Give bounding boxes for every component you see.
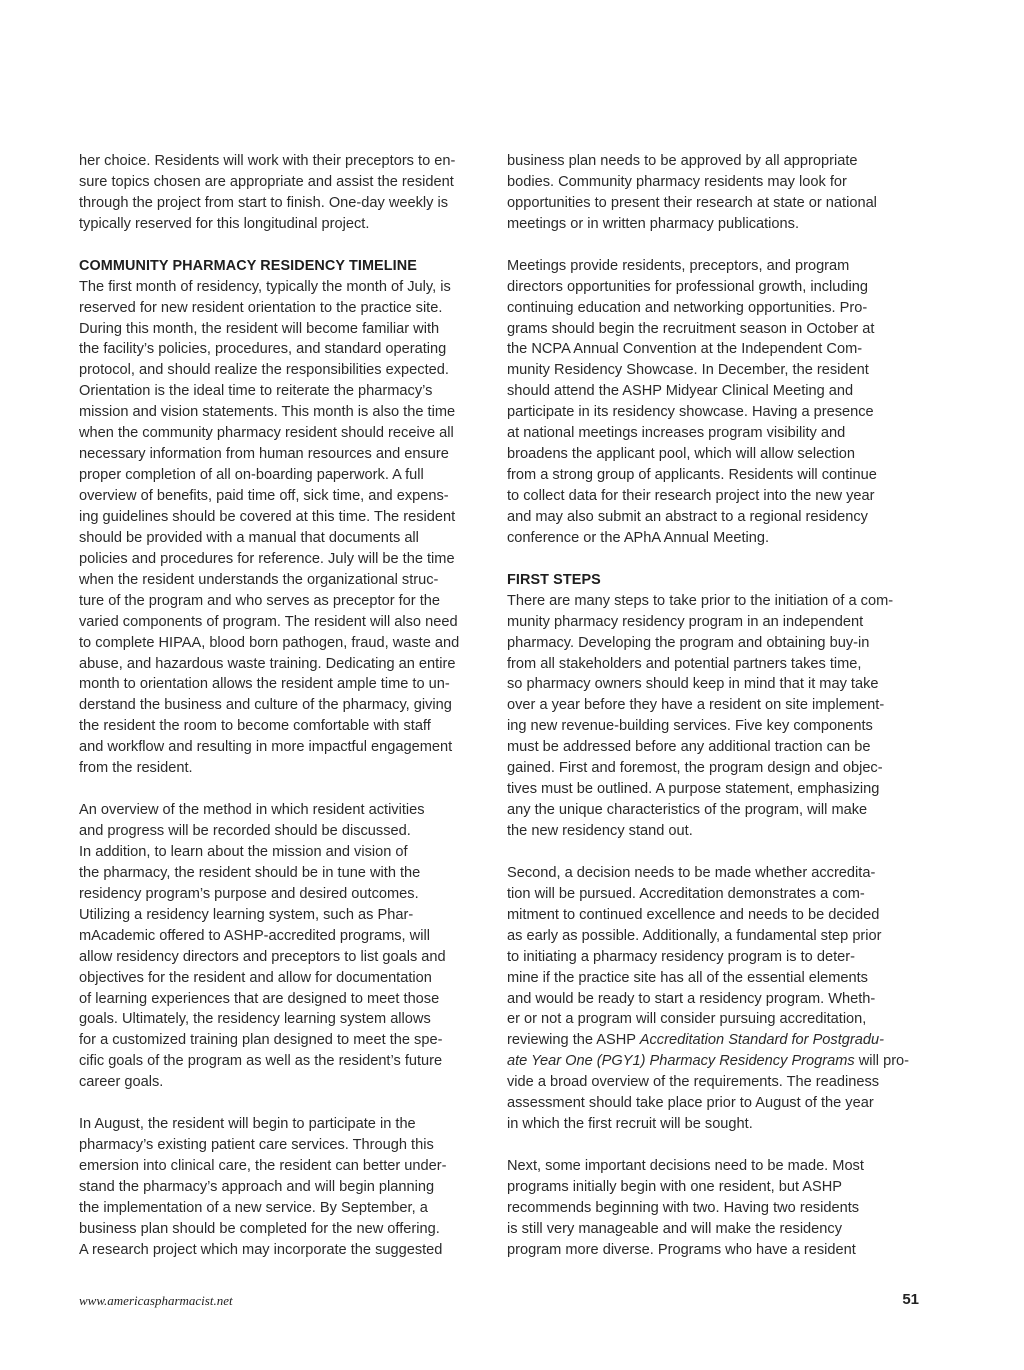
text-line: and would be ready to start a residency program. Wheth- xyxy=(507,990,876,1007)
left-column xyxy=(79,151,489,1261)
text-line: business plan should be completed for the new offering. xyxy=(79,1220,440,1237)
paragraph-gap xyxy=(507,235,919,256)
text-line: continuing education and networking opportunities. Pro- xyxy=(507,299,868,316)
text-line: proper completion of all on-boarding paperwork. A full xyxy=(79,467,424,484)
text-line: business plan needs to be approved by all appropriate xyxy=(507,153,858,169)
text-line: the implementation of a new service. By September, a xyxy=(79,1199,428,1216)
text-line: In addition, to learn about the mission and vision of xyxy=(79,843,408,860)
heading-first-steps: FIRST STEPS xyxy=(507,571,601,588)
left-paragraph-3 xyxy=(79,800,489,1093)
text-line: munity Residency Showcase. In December, the resident xyxy=(507,362,869,379)
citation-title: Accreditation Standard for Postgradu- xyxy=(639,1032,884,1049)
text-line: necessary information from human resources and ensure xyxy=(79,446,449,463)
text-line: career goals. xyxy=(79,1074,164,1091)
text-line: over a year before they have a resident on site implement- xyxy=(507,697,885,714)
text-line: bodies. Community pharmacy residents may look for xyxy=(507,173,847,190)
text-line: assessment should take place prior to August of the year xyxy=(507,1095,874,1112)
text-line: broadens the applicant pool, which will allow selection xyxy=(507,446,856,463)
text-line: typically reserved for this longitudinal project. xyxy=(79,215,370,232)
footer-website-url: www.americaspharmacist.net xyxy=(79,1293,233,1308)
right-paragraph-4-end xyxy=(507,1072,919,1135)
text-line: participate in its residency showcase. Having a presence xyxy=(507,404,874,421)
text-line: directors opportunities for professional growth, including xyxy=(507,278,868,295)
text-line: er or not a program will consider pursuing accreditation, xyxy=(507,1011,867,1028)
text-line: in which the first recruit will be sought. xyxy=(507,1116,753,1133)
text-line: Utilizing a residency learning system, such as Phar- xyxy=(79,906,414,923)
text-line: objectives for the resident and allow for documentation xyxy=(79,969,432,986)
text-line: recommends beginning with two. Having two residents xyxy=(507,1199,860,1216)
text-line: residency program’s purpose and desired outcomes. xyxy=(79,885,419,902)
text-line: ate Year One (PGY1) Pharmacy Residency Programs will pro- xyxy=(507,1053,910,1070)
text-line: tion will be pursued. Accreditation demonstrates a com- xyxy=(507,885,865,902)
text-line: the NCPA Annual Convention at the Independent Com- xyxy=(507,341,863,358)
right-paragraph-1 xyxy=(507,151,919,235)
text-line: for a customized training plan designed to meet the spe- xyxy=(79,1032,443,1049)
text-line: any the unique characteristics of the program, will make xyxy=(507,802,868,819)
left-paragraph-2 xyxy=(79,277,489,780)
text-line: ing new revenue-building services. Five key components xyxy=(507,718,873,735)
text-line: mAcademic offered to ASHP-accredited programs, will xyxy=(79,927,430,944)
text-line: There are many steps to take prior to the initiation of a com- xyxy=(507,592,894,609)
text-line: to collect data for their research project into the new year xyxy=(507,488,875,504)
page-number: 51 xyxy=(902,1291,919,1308)
text-line: cific goals of the program as well as the resident’s future xyxy=(79,1053,443,1070)
paragraph-gap xyxy=(79,1093,489,1114)
text-line: ing guidelines should be covered at this time. The resident xyxy=(79,508,456,525)
paragraph-gap xyxy=(507,1135,919,1156)
text-line: abuse, and hazardous waste training. Dedicating an entire xyxy=(79,655,456,672)
text-line: and may also submit an abstract to a regional residency xyxy=(507,508,868,525)
right-paragraph-4-start xyxy=(507,863,919,1031)
text-line: from all stakeholders and potential partners takes time, xyxy=(507,655,862,672)
text-line: gained. First and foremost, the program design and objec- xyxy=(507,760,883,777)
text-line: emersion into clinical care, the resident can better under- xyxy=(79,1158,447,1174)
text-line: the new residency stand out. xyxy=(507,823,693,839)
text-line: of learning experiences that are designed to meet those xyxy=(79,990,440,1007)
text-line: so pharmacy owners should keep in mind that it may take xyxy=(507,676,879,693)
text-line: the pharmacy, the resident should be in tune with the xyxy=(79,864,421,881)
text-line: from the resident. xyxy=(79,760,193,777)
text-line: program more diverse. Programs who have a resident xyxy=(507,1241,856,1258)
text-line: should be provided with a manual that documents all xyxy=(79,529,419,546)
text-line: to initiating a pharmacy residency program is to deter- xyxy=(507,948,855,965)
text-line: pharmacy’s existing patient care services. Through this xyxy=(79,1137,434,1154)
paragraph-gap xyxy=(507,842,919,863)
right-paragraph-3 xyxy=(507,591,919,842)
text-line: stand the pharmacy’s approach and will begin planning xyxy=(79,1178,435,1195)
text-line: reviewing the ASHP Accreditation Standard for Postgradu- xyxy=(507,1032,884,1049)
heading-residency-timeline: COMMUNITY PHARMACY RESIDENCY TIMELINE xyxy=(79,257,417,274)
text-line: the facility’s policies, procedures, and standard operating xyxy=(79,341,447,358)
text-line: Orientation is the ideal time to reiterate the pharmacy’s xyxy=(79,383,433,400)
left-paragraph-4 xyxy=(79,1114,489,1261)
text-line: In August, the resident will begin to participate in the xyxy=(79,1116,416,1133)
text-line: conference or the APhA Annual Meeting. xyxy=(507,529,770,546)
text-line: During this month, the resident will become familiar with xyxy=(79,320,440,337)
text-line: when the resident understands the organizational struc- xyxy=(79,571,439,588)
text-line: mission and vision statements. This month is also the time xyxy=(79,404,456,421)
text-line: programs initially begin with one resident, but ASHP xyxy=(507,1178,843,1195)
right-paragraph-2 xyxy=(507,256,919,549)
text-line: mitment to continued excellence and needs to be decided xyxy=(507,906,880,923)
text-line: through the project from start to finish. One-day weekly is xyxy=(79,194,449,211)
text-line: must be addressed before any additional traction can be xyxy=(507,739,871,756)
text-line: at national meetings increases program visibility and xyxy=(507,425,846,442)
text-line: from a strong group of applicants. Residents will continue xyxy=(507,467,877,484)
right-column xyxy=(507,151,919,1261)
text-line: when the community pharmacy resident should receive all xyxy=(79,425,454,442)
text-line: Next, some important decisions need to be made. Most xyxy=(507,1158,864,1174)
text-line: her choice. Residents will work with their preceptors to en- xyxy=(79,153,456,169)
text-line: reserved for new resident orientation to the practice site. xyxy=(79,299,443,316)
citation-title: ate Year One (PGY1) Pharmacy Residency Programs xyxy=(507,1053,855,1070)
text-line: policies and procedures for reference. July will be the time xyxy=(79,550,455,567)
text-line: is still very manageable and will make the residency xyxy=(507,1220,843,1237)
text-line: An overview of the method in which resident activities xyxy=(79,802,425,819)
text-line: mine if the practice site has all of the essential elements xyxy=(507,969,868,986)
text-line: tives must be outlined. A purpose statement, emphasizing xyxy=(507,781,880,798)
text-line: ture of the program and who serves as preceptor for the xyxy=(79,592,440,609)
paragraph-gap xyxy=(507,549,919,570)
text-line: and progress will be recorded should be discussed. xyxy=(79,823,411,839)
text-line: as early as possible. Additionally, a fundamental step prior xyxy=(507,927,882,944)
text-line: pharmacy. Developing the program and obtaining buy-in xyxy=(507,634,870,651)
text-line: munity pharmacy residency program in an independent xyxy=(507,613,864,630)
text-line: protocol, and should realize the responsibilities expected. xyxy=(79,362,449,379)
right-paragraph-5 xyxy=(507,1156,919,1261)
text-line: month to orientation allows the resident ample time to un- xyxy=(79,676,450,693)
text-line: goals. Ultimately, the residency learning system allows xyxy=(79,1011,431,1028)
left-paragraph-1 xyxy=(79,151,489,235)
text-line: grams should begin the recruitment season in October at xyxy=(507,320,875,337)
paragraph-gap xyxy=(79,235,489,256)
text-line: sure topics chosen are appropriate and assist the resident xyxy=(79,173,454,190)
text-line: opportunities to present their research at state or national xyxy=(507,194,877,211)
text-line: The first month of residency, typically the month of July, is xyxy=(79,278,451,295)
text-line: and workflow and resulting in more impactful engagement xyxy=(79,739,453,756)
text-line: overview of benefits, paid time off, sick time, and expens- xyxy=(79,488,449,504)
right-paragraph-4 xyxy=(507,863,919,1135)
text-line: should attend the ASHP Midyear Clinical Meeting and xyxy=(507,383,854,400)
text-line: allow residency directors and preceptors to list goals and xyxy=(79,948,446,965)
paragraph-gap xyxy=(79,779,489,800)
text-line: the resident the room to become comfortable with staff xyxy=(79,718,431,735)
text-line: meetings or in written pharmacy publications. xyxy=(507,215,800,232)
page-footer xyxy=(79,1293,919,1313)
text-line: A research project which may incorporate the suggested xyxy=(79,1241,443,1258)
text-line: to complete HIPAA, blood born pathogen, fraud, waste and xyxy=(79,634,460,651)
text-line: Meetings provide residents, preceptors, and program xyxy=(507,257,850,274)
text-line: varied components of program. The resident will also need xyxy=(79,613,458,630)
text-line: Second, a decision needs to be made whether accredita- xyxy=(507,864,876,881)
text-line: vide a broad overview of the requirements. The readiness xyxy=(507,1074,880,1091)
text-line: derstand the business and culture of the pharmacy, giving xyxy=(79,697,452,714)
